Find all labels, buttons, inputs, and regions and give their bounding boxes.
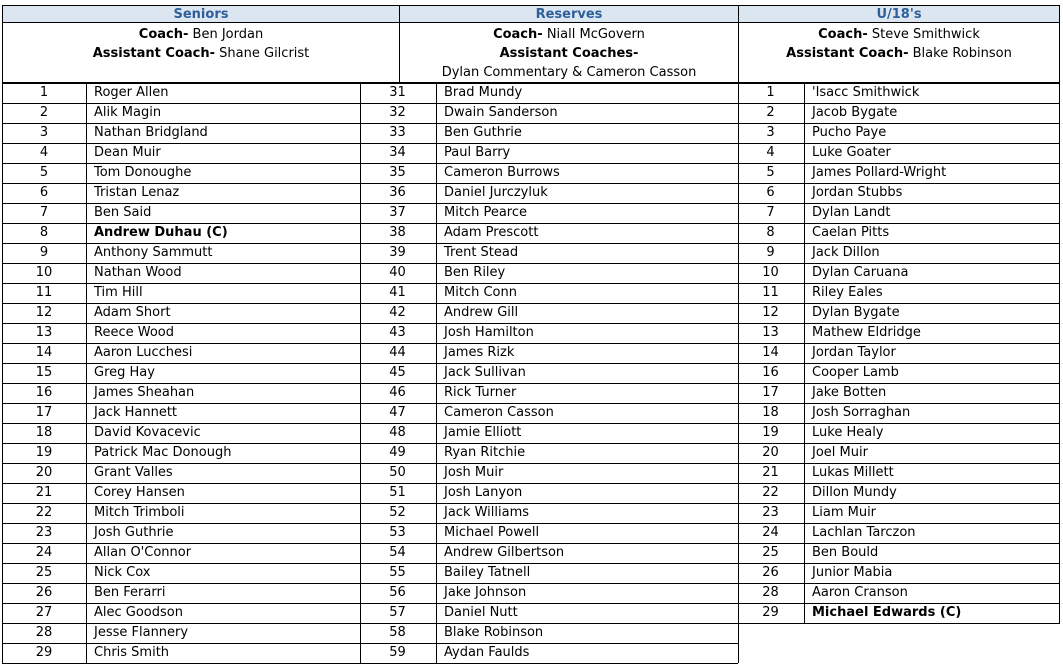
player-number: 33 bbox=[389, 125, 406, 140]
row-divider bbox=[738, 563, 1060, 564]
player-number: 9 bbox=[766, 245, 775, 260]
player-number: 9 bbox=[39, 245, 49, 260]
player-number: 2 bbox=[39, 105, 49, 120]
player-number: 8 bbox=[39, 225, 49, 240]
player-number: 16 bbox=[762, 365, 779, 380]
row-divider bbox=[360, 103, 738, 104]
player-number: 13 bbox=[35, 325, 53, 340]
row-divider bbox=[738, 303, 1060, 304]
player-number: 13 bbox=[762, 325, 779, 340]
player-number: 3 bbox=[39, 125, 49, 140]
player-name: Cameron Casson bbox=[444, 405, 554, 420]
player-number: 21 bbox=[35, 485, 53, 500]
row-divider bbox=[738, 343, 1060, 344]
row-divider bbox=[2, 483, 398, 484]
player-number: 54 bbox=[389, 545, 406, 560]
player-number: 41 bbox=[389, 285, 406, 300]
row-divider bbox=[738, 523, 1060, 524]
player-name: Adam Short bbox=[94, 305, 171, 320]
player-number: 2 bbox=[766, 105, 775, 120]
row-divider bbox=[360, 343, 738, 344]
row-divider bbox=[360, 583, 738, 584]
player-number: 12 bbox=[35, 305, 53, 320]
player-number: 32 bbox=[389, 105, 406, 120]
column-divider bbox=[436, 83, 437, 663]
asst-coach-label: Assistant Coach- bbox=[786, 46, 909, 61]
player-number: 18 bbox=[762, 405, 779, 420]
player-name: Lukas Millett bbox=[812, 465, 894, 480]
row-divider bbox=[2, 523, 398, 524]
player-name: Dean Muir bbox=[94, 145, 161, 160]
row-divider bbox=[738, 83, 1060, 84]
column-divider bbox=[1059, 83, 1060, 623]
row-divider bbox=[2, 603, 398, 604]
player-name: Ben Ferarri bbox=[94, 585, 166, 600]
player-number: 58 bbox=[389, 625, 406, 640]
player-number: 18 bbox=[35, 425, 53, 440]
player-name: Jacob Bygate bbox=[812, 105, 898, 120]
row-divider bbox=[360, 243, 738, 244]
row-divider bbox=[360, 503, 738, 504]
player-name: Ryan Ritchie bbox=[444, 445, 526, 460]
row-divider bbox=[738, 223, 1060, 224]
player-name: Andrew Duhau (C) bbox=[94, 225, 228, 240]
player-name: Nathan Bridgland bbox=[94, 125, 208, 140]
row-divider bbox=[2, 263, 398, 264]
player-number: 22 bbox=[35, 505, 53, 520]
player-number: 19 bbox=[762, 425, 779, 440]
player-number: 56 bbox=[389, 585, 406, 600]
player-name: Aaron Cranson bbox=[812, 585, 908, 600]
row-divider bbox=[738, 443, 1060, 444]
row-divider bbox=[2, 443, 398, 444]
coach-label: Coach- bbox=[818, 27, 868, 42]
player-name: Anthony Sammutt bbox=[94, 245, 213, 260]
player-name: James Rizk bbox=[444, 345, 515, 360]
player-number: 25 bbox=[35, 565, 53, 580]
player-name: Nick Cox bbox=[94, 565, 151, 580]
player-number: 29 bbox=[762, 605, 779, 620]
player-name: Josh Guthrie bbox=[94, 525, 174, 540]
player-name: Dylan Landt bbox=[812, 205, 891, 220]
row-divider bbox=[2, 183, 398, 184]
player-number: 23 bbox=[35, 525, 53, 540]
player-number: 19 bbox=[35, 445, 53, 460]
u18-header: U/18's bbox=[738, 5, 1060, 23]
player-name: Joel Muir bbox=[812, 445, 868, 460]
asst-coach-label: Assistant Coaches- bbox=[499, 46, 639, 61]
player-name: Andrew Gilbertson bbox=[444, 545, 565, 560]
row-divider bbox=[2, 543, 398, 544]
coach-name: Ben Jordan bbox=[192, 27, 264, 42]
player-name: Corey Hansen bbox=[94, 485, 185, 500]
row-divider bbox=[360, 463, 738, 464]
player-name: Jordan Stubbs bbox=[812, 185, 903, 200]
row-divider bbox=[738, 363, 1060, 364]
player-name: James Pollard-Wright bbox=[812, 165, 947, 180]
player-number: 6 bbox=[766, 185, 775, 200]
row-divider bbox=[2, 283, 398, 284]
player-name: Andrew Gill bbox=[444, 305, 519, 320]
row-divider bbox=[738, 503, 1060, 504]
player-name: Michael Edwards (C) bbox=[812, 605, 962, 620]
coach-name: Steve Smithwick bbox=[871, 27, 980, 42]
row-divider bbox=[738, 123, 1060, 124]
player-number: 4 bbox=[766, 145, 775, 160]
player-name: Liam Muir bbox=[812, 505, 877, 520]
row-divider bbox=[2, 243, 398, 244]
asst-coach-name: Shane Gilcrist bbox=[219, 46, 310, 61]
player-number: 8 bbox=[766, 225, 775, 240]
player-number: 29 bbox=[35, 645, 53, 660]
row-divider bbox=[2, 563, 398, 564]
row-divider bbox=[2, 103, 398, 104]
player-name: Josh Lanyon bbox=[444, 485, 523, 500]
player-name: Rick Turner bbox=[444, 385, 517, 400]
player-name: Paul Barry bbox=[444, 145, 511, 160]
player-name: Jack Hannett bbox=[94, 405, 178, 420]
row-divider bbox=[360, 263, 738, 264]
row-divider bbox=[2, 363, 398, 364]
player-number: 15 bbox=[35, 365, 53, 380]
player-number: 48 bbox=[389, 425, 406, 440]
player-name: Greg Hay bbox=[94, 365, 155, 380]
player-name: Jake Botten bbox=[812, 385, 887, 400]
player-number: 23 bbox=[762, 505, 779, 520]
column-divider bbox=[86, 83, 87, 663]
player-name: Ben Riley bbox=[444, 265, 506, 280]
coach-label: Coach- bbox=[493, 27, 543, 42]
player-number: 57 bbox=[389, 605, 406, 620]
player-name: Jack Dillon bbox=[812, 245, 880, 260]
player-number: 11 bbox=[762, 285, 779, 300]
row-divider bbox=[2, 503, 398, 504]
coach-label: Coach- bbox=[138, 27, 189, 42]
player-number: 10 bbox=[35, 265, 53, 280]
player-name: Dylan Bygate bbox=[812, 305, 900, 320]
player-name: Tim Hill bbox=[94, 285, 143, 300]
row-divider bbox=[360, 283, 738, 284]
asst-coach-label: Assistant Coach- bbox=[92, 46, 216, 61]
player-name: Alec Goodson bbox=[94, 605, 183, 620]
row-divider bbox=[360, 163, 738, 164]
player-name: Dylan Caruana bbox=[812, 265, 909, 280]
row-divider bbox=[2, 83, 398, 84]
row-divider bbox=[360, 383, 738, 384]
player-name: Aydan Faulds bbox=[444, 645, 530, 660]
row-divider bbox=[738, 603, 1060, 604]
row-divider bbox=[2, 343, 398, 344]
player-name: Ben Bould bbox=[812, 545, 879, 560]
row-divider bbox=[360, 603, 738, 604]
u18-coaches bbox=[738, 23, 1060, 83]
player-name: Bailey Tatnell bbox=[444, 565, 531, 580]
player-number: 40 bbox=[389, 265, 406, 280]
player-name: Mitch Pearce bbox=[444, 205, 527, 220]
player-number: 14 bbox=[762, 345, 779, 360]
player-name: Daniel Nutt bbox=[444, 605, 518, 620]
row-divider bbox=[360, 303, 738, 304]
player-name: Roger Allen bbox=[94, 85, 169, 100]
player-number: 6 bbox=[39, 185, 49, 200]
player-number: 46 bbox=[389, 385, 406, 400]
player-number: 55 bbox=[389, 565, 406, 580]
row-divider bbox=[2, 123, 398, 124]
player-name: Junior Mabia bbox=[812, 565, 893, 580]
player-number: 52 bbox=[389, 505, 406, 520]
player-name: Grant Valles bbox=[94, 465, 173, 480]
player-name: Luke Goater bbox=[812, 145, 891, 160]
player-number: 27 bbox=[35, 605, 53, 620]
player-name: Mathew Eldridge bbox=[812, 325, 921, 340]
row-divider bbox=[360, 223, 738, 224]
player-name: Tristan Lenaz bbox=[94, 185, 180, 200]
player-name: Brad Mundy bbox=[444, 85, 523, 100]
player-name: Josh Hamilton bbox=[444, 325, 534, 340]
player-name: Riley Eales bbox=[812, 285, 883, 300]
player-name: Jordan Taylor bbox=[812, 345, 896, 360]
player-name: Aaron Lucchesi bbox=[94, 345, 193, 360]
player-number: 42 bbox=[389, 305, 406, 320]
player-name: Josh Sorraghan bbox=[812, 405, 911, 420]
row-divider bbox=[738, 483, 1060, 484]
player-number: 1 bbox=[39, 85, 49, 100]
row-divider bbox=[738, 403, 1060, 404]
coach-name: Niall McGovern bbox=[546, 27, 645, 42]
asst-coach-names: Dylan Commentary & Cameron Casson bbox=[441, 65, 697, 80]
player-number: 11 bbox=[35, 285, 53, 300]
player-number: 43 bbox=[389, 325, 406, 340]
row-divider bbox=[2, 223, 398, 224]
player-name: Cameron Burrows bbox=[444, 165, 560, 180]
row-divider bbox=[738, 183, 1060, 184]
row-divider bbox=[360, 663, 738, 664]
player-number: 31 bbox=[389, 85, 406, 100]
row-divider bbox=[738, 283, 1060, 284]
player-name: Daniel Jurczyluk bbox=[444, 185, 548, 200]
row-divider bbox=[2, 383, 398, 384]
row-divider bbox=[360, 623, 738, 624]
player-number: 59 bbox=[389, 645, 406, 660]
player-name: Alik Magin bbox=[94, 105, 162, 120]
row-divider bbox=[2, 643, 398, 644]
player-name: Tom Donoughe bbox=[94, 165, 192, 180]
player-number: 38 bbox=[389, 225, 406, 240]
column-divider bbox=[804, 83, 805, 623]
row-divider bbox=[2, 623, 398, 624]
column-divider bbox=[738, 83, 739, 663]
player-name: Reece Wood bbox=[94, 325, 174, 340]
row-divider bbox=[360, 643, 738, 644]
player-name: Caelan Pitts bbox=[812, 225, 890, 240]
row-divider bbox=[738, 203, 1060, 204]
row-divider bbox=[2, 143, 398, 144]
player-number: 10 bbox=[762, 265, 779, 280]
player-name: Jamie Elliott bbox=[444, 425, 522, 440]
player-number: 3 bbox=[766, 125, 775, 140]
row-divider bbox=[738, 103, 1060, 104]
row-divider bbox=[2, 203, 398, 204]
player-name: Cooper Lamb bbox=[812, 365, 899, 380]
row-divider bbox=[738, 623, 1060, 624]
player-number: 26 bbox=[35, 585, 53, 600]
player-name: Blake Robinson bbox=[444, 625, 544, 640]
player-number: 1 bbox=[766, 85, 775, 100]
row-divider bbox=[360, 123, 738, 124]
player-number: 47 bbox=[389, 405, 406, 420]
player-name: Chris Smith bbox=[94, 645, 170, 660]
player-name: Jack Williams bbox=[444, 505, 530, 520]
row-divider bbox=[360, 363, 738, 364]
row-divider bbox=[738, 323, 1060, 324]
seniors-header: Seniors bbox=[2, 5, 400, 23]
player-number: 16 bbox=[35, 385, 53, 400]
row-divider bbox=[360, 403, 738, 404]
player-number: 26 bbox=[762, 565, 779, 580]
column-divider bbox=[2, 83, 3, 663]
player-name: Jesse Flannery bbox=[94, 625, 189, 640]
row-divider bbox=[738, 263, 1060, 264]
player-number: 20 bbox=[35, 465, 53, 480]
row-divider bbox=[360, 483, 738, 484]
player-name: Allan O'Connor bbox=[94, 545, 192, 560]
row-divider bbox=[738, 543, 1060, 544]
player-number: 37 bbox=[389, 205, 406, 220]
player-number: 50 bbox=[389, 465, 406, 480]
column-divider bbox=[360, 83, 361, 663]
player-number: 12 bbox=[762, 305, 779, 320]
row-divider bbox=[738, 463, 1060, 464]
player-number: 24 bbox=[762, 525, 779, 540]
player-number: 53 bbox=[389, 525, 406, 540]
player-name: Luke Healy bbox=[812, 425, 884, 440]
player-number: 5 bbox=[39, 165, 49, 180]
player-name: James Sheahan bbox=[94, 385, 195, 400]
reserves-header: Reserves bbox=[399, 5, 739, 23]
player-name: Ben Guthrie bbox=[444, 125, 522, 140]
player-number: 51 bbox=[389, 485, 406, 500]
player-name: Lachlan Tarczon bbox=[812, 525, 916, 540]
row-divider bbox=[360, 523, 738, 524]
player-number: 36 bbox=[389, 185, 406, 200]
player-number: 45 bbox=[389, 365, 406, 380]
player-name: Patrick Mac Donough bbox=[94, 445, 232, 460]
row-divider bbox=[738, 143, 1060, 144]
player-name: Dillon Mundy bbox=[812, 485, 897, 500]
row-divider bbox=[738, 383, 1060, 384]
player-name: Pucho Paye bbox=[812, 125, 887, 140]
row-divider bbox=[360, 203, 738, 204]
player-number: 14 bbox=[35, 345, 53, 360]
row-divider bbox=[2, 423, 398, 424]
player-number: 34 bbox=[389, 145, 406, 160]
row-divider bbox=[360, 423, 738, 424]
row-divider bbox=[360, 83, 738, 84]
row-divider bbox=[360, 183, 738, 184]
asst-coach-name: Blake Robinson bbox=[912, 46, 1012, 61]
player-number: 39 bbox=[389, 245, 406, 260]
player-name: Dwain Sanderson bbox=[444, 105, 558, 120]
player-name: Mitch Trimboli bbox=[94, 505, 185, 520]
player-name: Josh Muir bbox=[444, 465, 504, 480]
player-number: 7 bbox=[39, 205, 49, 220]
player-number: 5 bbox=[766, 165, 775, 180]
row-divider bbox=[2, 463, 398, 464]
player-name: Jack Sullivan bbox=[444, 365, 526, 380]
row-divider bbox=[738, 583, 1060, 584]
row-divider bbox=[2, 323, 398, 324]
player-number: 25 bbox=[762, 545, 779, 560]
player-number: 49 bbox=[389, 445, 406, 460]
player-number: 4 bbox=[39, 145, 49, 160]
player-name: Trent Stead bbox=[444, 245, 519, 260]
player-number: 44 bbox=[389, 345, 406, 360]
player-name: David Kovacevic bbox=[94, 425, 201, 440]
player-name: Adam Prescott bbox=[444, 225, 539, 240]
row-divider bbox=[738, 243, 1060, 244]
player-number: 22 bbox=[762, 485, 779, 500]
player-number: 28 bbox=[35, 625, 53, 640]
player-number: 20 bbox=[762, 445, 779, 460]
player-name: Ben Said bbox=[94, 205, 152, 220]
player-number: 21 bbox=[762, 465, 779, 480]
row-divider bbox=[360, 143, 738, 144]
player-name: Mitch Conn bbox=[444, 285, 517, 300]
player-name: Michael Powell bbox=[444, 525, 540, 540]
row-divider bbox=[738, 423, 1060, 424]
row-divider bbox=[360, 543, 738, 544]
row-divider bbox=[360, 443, 738, 444]
row-divider bbox=[2, 583, 398, 584]
player-number: 17 bbox=[762, 385, 779, 400]
seniors-coaches bbox=[2, 23, 400, 83]
player-name: 'Isacc Smithwick bbox=[812, 85, 920, 100]
row-divider bbox=[2, 163, 398, 164]
row-divider bbox=[360, 323, 738, 324]
player-number: 17 bbox=[35, 405, 53, 420]
player-number: 24 bbox=[35, 545, 53, 560]
row-divider bbox=[738, 163, 1060, 164]
player-name: Nathan Wood bbox=[94, 265, 182, 280]
reserves-coaches bbox=[399, 23, 739, 83]
row-divider bbox=[2, 663, 398, 664]
row-divider bbox=[2, 303, 398, 304]
row-divider bbox=[2, 403, 398, 404]
player-name: Jake Johnson bbox=[444, 585, 527, 600]
row-divider bbox=[360, 563, 738, 564]
player-number: 35 bbox=[389, 165, 406, 180]
player-number: 7 bbox=[766, 205, 775, 220]
player-number: 28 bbox=[762, 585, 779, 600]
